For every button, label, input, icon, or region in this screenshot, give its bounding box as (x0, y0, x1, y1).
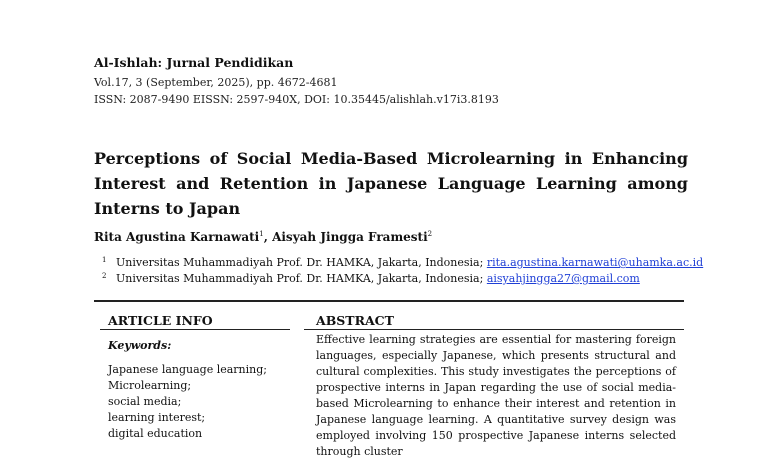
affiliation-1 (102, 256, 703, 269)
keyword-item: digital education (108, 427, 203, 440)
article-info-rule (100, 329, 290, 330)
author-affiliation-mark: 2 (427, 230, 433, 238)
author-name: Rita Agustina Karnawati (94, 230, 260, 244)
affiliation-2 (102, 272, 640, 285)
author-list (94, 230, 432, 244)
affiliation-number: 2 (102, 272, 107, 280)
keyword-item: Japanese language learning; (108, 363, 267, 376)
paper-title: Perceptions of Social Media-Based Microlearning in Enhancing Interest and Retention in Japanese Language Learning among Interns to Japan (94, 149, 688, 218)
keyword-item: learning interest; (108, 411, 206, 424)
affiliation-text: Universitas Muhammadiyah Prof. Dr. HAMKA, Jakarta, Indonesia; (116, 272, 487, 285)
keywords-label: Keywords: (108, 339, 172, 352)
journal-issn-doi: ISSN: 2087-9490 EISSN: 2597-940X, DOI: 10.35445/alishlah.v17i3.8193 (94, 93, 499, 106)
affiliation-number: 1 (102, 256, 107, 264)
keywords-list (108, 362, 267, 442)
journal-name: Al-Ishlah: Jurnal Pendidikan (94, 55, 294, 70)
author-name: Aisyah Jingga Framesti (272, 230, 428, 244)
author-email-link[interactable]: aisyahjingga27@gmail.com (486, 272, 640, 285)
journal-volume: Vol.17, 3 (September, 2025), pp. 4672-4681 (94, 76, 338, 89)
keyword-item: Microlearning; (108, 379, 192, 392)
author-separator: , (263, 230, 273, 244)
article-info-heading: ARTICLE INFO (108, 313, 213, 328)
abstract-rule (304, 329, 684, 330)
section-divider (94, 300, 684, 302)
affiliation-text: Universitas Muhammadiyah Prof. Dr. HAMKA, Jakarta, Indonesia; (116, 256, 487, 269)
author-email-link[interactable]: rita.agustina.karnawati@uhamka.ac.id (486, 256, 704, 269)
abstract-text: Effective learning strategies are essential for mastering foreign languages, especially Japanese, which presents structural and cultural complexities. This study investigates the perceptions of prospective interns in Japan regarding the use of social media-based Microlearning to enhance their interest and retention in Japanese language learning. A quantitative survey design was employed involving 150 prospective Japanese interns selected through cluster (316, 333, 676, 458)
keyword-item: social media; (108, 395, 182, 408)
abstract-heading: ABSTRACT (316, 313, 394, 328)
author-affiliation-mark: 1 (259, 230, 264, 238)
